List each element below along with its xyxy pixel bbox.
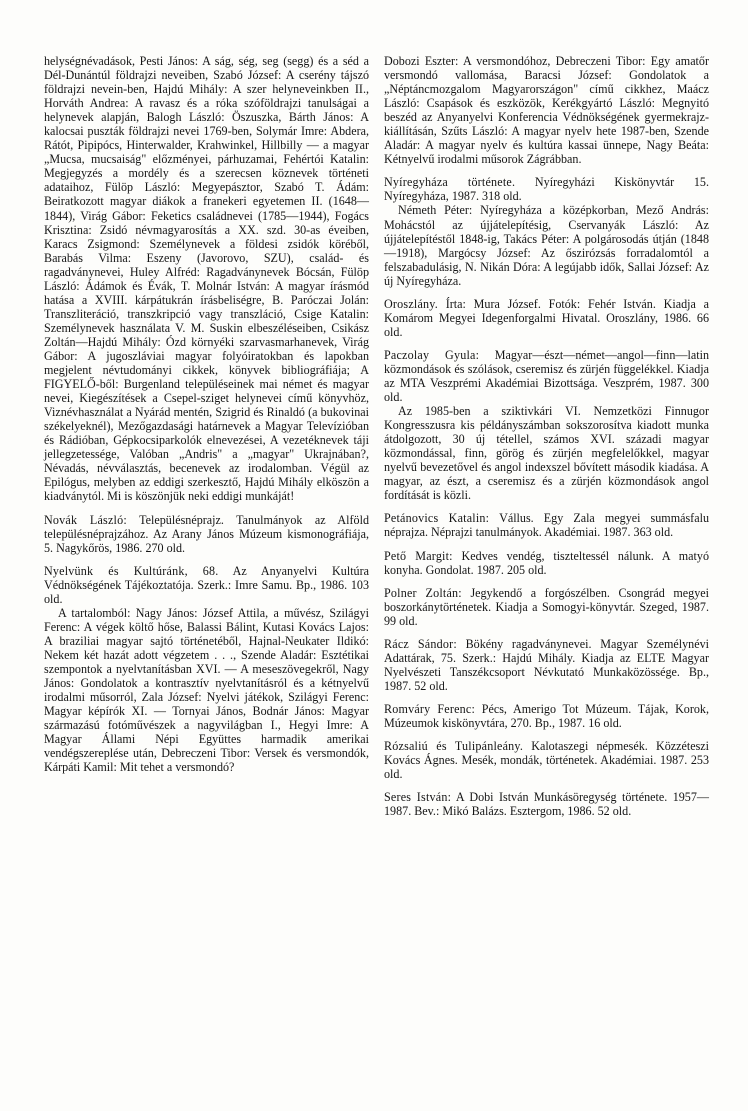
entry-text: Németh Péter: Nyíregyháza a középkorban, Mező András: Mohácstól az újjátelepítésig, Cservanyák László: Az újjátelepítéstől 1848-ig, Takács Péter: A polgárosodás útján (1848—1918), Margócsy József: Az őszirózsás forradalomtól a felszabadulásig, N. Nikán Dóra: A legújabb idők, Sallai József: Az új Nyíregyháza. bbox=[384, 203, 709, 288]
entry-heading: Rózsaliú és Tulipánleány. bbox=[384, 739, 524, 754]
entry-heading: Pető Margit: bbox=[384, 548, 453, 563]
entry-paragraph bbox=[384, 511, 709, 539]
bibliography-entry bbox=[44, 564, 369, 775]
entry-paragraph bbox=[44, 54, 369, 504]
entry-text: Kalotaszegi népmesék. Közzéteszi Kovács Ágnes. Mesék, mondák, történetek. Akadémiai. 1987. 253 old. bbox=[384, 739, 710, 782]
entry-heading: Romváry Ferenc: bbox=[384, 701, 476, 716]
entry-text: Írta: Mura József. Fotók: Fehér István. Kiadja a Komárom Megyei Idegenforgalmi Hivatal. Oroszlány, 1986. 66 old. bbox=[384, 296, 709, 339]
entry-paragraph bbox=[384, 549, 709, 577]
bibliography-entry bbox=[384, 739, 709, 781]
entry-heading: Paczolay Gyula: bbox=[384, 347, 480, 362]
entry-paragraph bbox=[384, 739, 709, 781]
entry-text: Az Anyanyelvi Kultúra Védnökségének Tájékoztatója. Szerk.: Imre Samu. Bp., 1986. 103 old. bbox=[44, 563, 369, 606]
entry-contents-paragraph bbox=[384, 203, 709, 287]
left-column bbox=[44, 54, 369, 774]
entry-heading: Seres István: bbox=[384, 790, 452, 805]
bibliography-entry bbox=[44, 54, 369, 504]
entry-paragraph bbox=[384, 54, 709, 166]
bibliography-entry bbox=[384, 790, 709, 818]
entry-heading: Polner Zoltán: bbox=[384, 585, 462, 600]
entry-text: A Dobi István Munkásöregység története. 1957—1987. Bev.: Mikó Balázs. Esztergom, 1986. 52 old. bbox=[384, 790, 709, 819]
entry-text: helységnévadások, Pesti János: A ság, ség, seg (segg) és a séd a Dél-Dunántúl földrajzi neveiben, Szabó József: A cserény tájszó földrajzi nevein-ben, Hajdú Mihály: A szer helyneveinkben II., Horváth Andrea: A ravasz és a róka szóföldrajzi tanulságai a helynevek alapján, Balogh László: Öszuszka, Bárth János: A kalocsai puszták földrajzi nevei 1769-ben, Solymár Imre: Abdera, Rátót, Pipipócs, Hinterwalder, Krahwinkel, Hillbilly — a magyar „Mucsa, mucsaiság" előzményei, párhuzamai, Fehértói Katalin: Megjegyzés a mordély és a szerecsen köznevek történeti adataihoz, Fülöp László: Megyepásztor, Szabó T. Ádám: Beiratkozott magyar diákok a franekeri egyetemen II. (1648—1844), Virág Gábor: Feketics családnevei (1785—1944), Fogács Krisztina: Zsidó névmagyarosítás a XX. szd. 30-as éveiben, Karacs Zsigmond: Személynevek a földesi zsidók köréből, Barabás Vilma: Eszeny (Javorovo, SZU), család- és ragadványnevei, Huley Alfréd: Ragadványnevek Bócsán, Fülöp László: Ádámok és Évák, T. Molnár István: A magyar írásmód hatása a XVIII. kárpátukrán írásbeliségre, B. Paróczai Jolán: Transzliteráció, transzkripció vagy transzláció, Csige Katalin: Személynevek használata V. M. Suskin elbeszéléseiben, Csikász Zoltán—Hajdú Mihály: Ózd környéki szarvasmarhanevek, Virág Gábor: A jugoszláviai magyar folyóiratokban és lapokban megjelent névtudományi cikkek, könyvek bibliográfiája; A FIGYELŐ-ből: Burgenland településeinek mai német és magyar nevei, Kiegészítések a Csepel-sziget helynevei című könyvhöz, Viznévhasználat a Nyárád mentén, Szigrid és Rinaldó (a bukovinai székelyeknél), Mezőgazdasági határnevek a Magyar Televízióban és Rádióban, Gépkocsiparkolók elnevezései, A vezetéknevek táji jellegzetessége, Valóban „Andris" a „magyar" Ukrajnában?, Névadás, névválasztás, becenevek az irodalomban. Végül az Epilógus, melyben az eddigi szerkesztő, Hajdú Mihály elköszön a kiadványtól. Mi is köszönjük neki eddigi munkáját! bbox=[44, 54, 369, 504]
entry-text: A tartalomból: Nagy János: József Attila, a művész, Szilágyi Ferenc: A végek költő hőse, Balassi Bálint, Kutasi Kovács Lajos: A braziliai magyar sajtó történetéből, Hajnal-Neukater Ildikó: Nekem két hazát adott végzetem . . ., Szende Aladár: Esztétikai szempontok a nyelvtanításban XVI. — A meseszövegekről, Nagy János: Gondolatok a kontrasztív nyelvtanításról és a kétnyelvű irodalmi műsorról, Zala József: Nyelvi játékok, Szilágyi Ferenc: Magyar képírók XI. — Tornyai János, Bodnár János: Magyar származású fotóművészek a nagyvilágban I., Hegyi Imre: A Magyar Állami Népi Együttes harmadik amerikai vendégszereplése után, Debreczeni Tibor: Versek és versmondók, Kárpáti Kamil: Mit tehet a versmondó? bbox=[44, 605, 369, 775]
entry-text: Pécs, Amerigo Tot Múzeum. Tájak, Korok, Múzeumok kiskönyvtára, 270. Bp., 1987. 16 old. bbox=[384, 701, 709, 730]
entry-text: Kedves vendég, tiszteltessél nálunk. A matyó konyha. Gondolat. 1987. 205 old. bbox=[384, 548, 710, 577]
entry-paragraph bbox=[384, 348, 709, 404]
bibliography-entry bbox=[384, 549, 709, 577]
entry-contents-paragraph bbox=[44, 606, 369, 775]
bibliography-entry bbox=[384, 297, 709, 339]
entry-text: Magyar—észt—német—angol—finn—latin közmondások és szólások, cseremisz és zürjén függelékkel. Kiadja az MTA Veszprémi Akadémiai Bizottsága. Veszprém, 1987. 300 old. bbox=[384, 347, 709, 405]
entry-paragraph bbox=[384, 175, 709, 203]
bibliography-entry bbox=[384, 702, 709, 730]
entry-paragraph bbox=[44, 564, 369, 606]
entry-heading: Petánovics Katalin: bbox=[384, 511, 490, 526]
entry-text: Településnéprajz. Tanulmányok az Alföld településnéprajzához. Az Arany János Múzeum kismonográfiája, 5. Nagykőrös, 1986. 270 old. bbox=[44, 512, 369, 555]
right-column bbox=[384, 54, 709, 818]
entry-heading: Nyelvünk és Kultúránk, 68. bbox=[44, 563, 219, 578]
entry-paragraph bbox=[384, 790, 709, 818]
entry-text: Jegykendő a forgószélben. Csongrád megyei boszorkánytörténetek. Kiadja a Somogyi-könyvtár. Szeged, 1987. 99 old. bbox=[384, 585, 709, 628]
bibliography-entry bbox=[384, 175, 709, 287]
entry-text: Vállus. Egy Zala megyei summásfalu néprajza. Néprajzi tanulmányok. Akadémiai. 1987. 363 old. bbox=[384, 511, 709, 540]
entry-paragraph bbox=[384, 637, 709, 693]
bibliography-entry bbox=[384, 348, 709, 503]
bibliography-entry bbox=[44, 513, 369, 555]
entry-text: Dobozi Eszter: A versmondóhoz, Debreczeni Tibor: Egy amatőr versmondó vallomása, Baracsi József: Gondolatok a „Néptáncmozgalom Magyarországon" című cikkhez, Maácz László: Csapások és eszközök, Kerékgyártó László: Megnyitó beszéd az Anyanyelvi Konferencia Védnökségének gyermekrajz-kiállításán, Szűts László: A magyar nyelv hete 1987-ben, Szende Aladár: A magyar nyelv és kultúra kassai ünnepe, Nagy Beáta: Kétnyelvű irodalmi műsorok Zágrábban. bbox=[384, 54, 709, 167]
entry-heading: Rácz Sándor: bbox=[384, 636, 457, 651]
bibliography-entry bbox=[384, 586, 709, 628]
entry-contents-paragraph bbox=[384, 404, 709, 502]
bibliography-entry bbox=[384, 637, 709, 693]
entry-heading: Novák László: bbox=[44, 512, 127, 527]
entry-paragraph bbox=[384, 586, 709, 628]
entry-paragraph bbox=[44, 513, 369, 555]
entry-paragraph bbox=[384, 702, 709, 730]
entry-text: Az 1985-ben a sziktivkári VI. Nemzetközi Finnugor Kongresszusra kis példányszámban sokszorosítva kiadott munka átdolgozott, 30 új tétellel, számos XVI. századi magyar közmondással, finn, görög és zürjén megfelelőkkel, magyar nyelvű bevezetővel és angol indexszel bővített második kiadása. A magyar, az észt, a cseremisz és a zürjén közmondások angol fordítását is közli. bbox=[384, 404, 709, 503]
bibliography-entry bbox=[384, 511, 709, 539]
entry-heading: Oroszlány. bbox=[384, 296, 438, 311]
bibliography-entry bbox=[384, 54, 709, 166]
entry-heading: Nyíregyháza története. bbox=[384, 175, 516, 190]
entry-paragraph bbox=[384, 297, 709, 339]
entry-text: Nyíregyházi Kiskönyvtár 15. Nyíregyháza, 1987. 318 old. bbox=[384, 175, 709, 204]
entry-text: Bökény ragadványnevei. Magyar Személynévi Adattárak, 75. Szerk.: Hajdú Mihály. Kiadja az ELTE Magyar Nyelvészeti Tanszékcsoport Névkutató Munkaközössége. Bp., 1987. 52 old. bbox=[384, 636, 709, 693]
